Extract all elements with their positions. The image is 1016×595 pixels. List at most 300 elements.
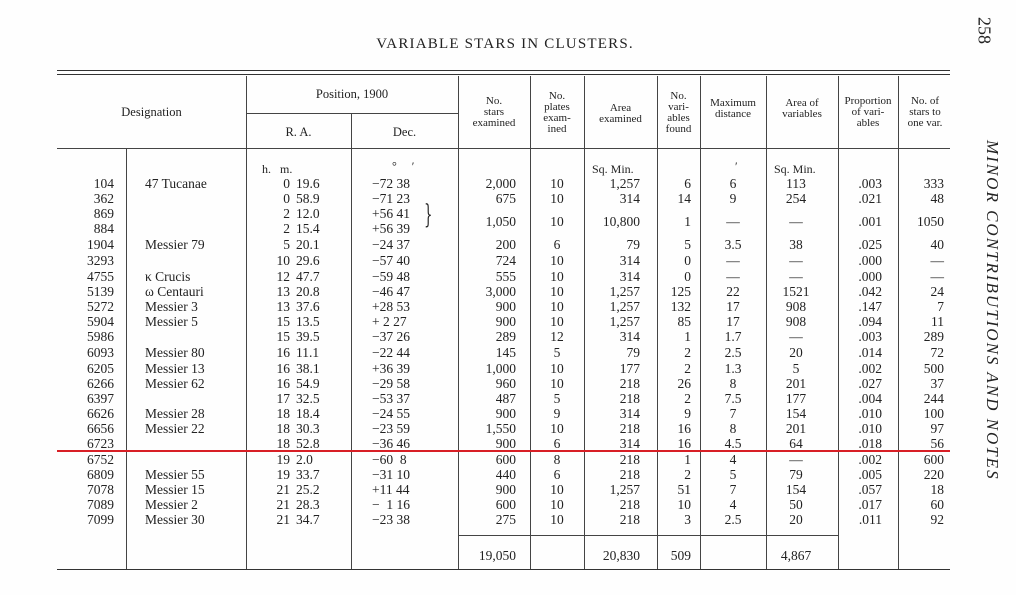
red-annotation-line [57,450,950,452]
row-ra-m: 32.5 [296,391,320,406]
row-dec: −31 10 [372,467,410,482]
row-areav: — [789,253,803,268]
row-areav: 908 [785,314,807,329]
row-vars: 1 [684,329,691,344]
row-stars: 1,000 [485,361,516,376]
row-plates: 6 [553,237,561,252]
row-areav: 50 [789,497,803,512]
top-rule-2 [57,74,950,75]
header-bottom-rule [57,148,950,149]
unit-ra: h. m. [262,162,293,176]
row-one: 40 [930,237,944,252]
row-stars: 275 [495,512,516,527]
row-dec: −37 26 [372,329,410,344]
header-area: Area examined [599,102,642,125]
row-areav: 20 [789,345,803,360]
row-plates: 9 [553,406,561,421]
row-ra-h: 19 [276,467,290,482]
row-num: 362 [93,191,114,206]
row-num: 884 [93,221,114,236]
row-prop: .025 [858,237,882,252]
row-maxd: 2.5 [724,512,742,527]
row-one: 7 [937,299,944,314]
row-area: 218 [619,512,640,527]
row-plates: 10 [550,284,564,299]
row-prop: .017 [858,497,882,512]
unit-area: Sq. Min. [592,162,634,176]
row-one: 500 [923,361,944,376]
row-num: 6723 [87,436,114,451]
row-ra-h: 17 [276,391,290,406]
brace-symbol: } [424,200,433,230]
total-vars: 509 [670,548,691,563]
row-maxd: — [726,253,740,268]
header-stars: No. stars examined [472,95,516,129]
row-vars: 6 [684,176,691,191]
row-num: 7099 [87,512,114,527]
table-row [0,299,1000,315]
row-dec: −23 38 [372,512,410,527]
row-areav: 79 [789,467,803,482]
merged-maxd: — [726,214,740,229]
unit-dec: ° ′ [392,159,415,173]
table-row [0,406,1000,422]
row-ra-m: 29.6 [296,253,320,268]
row-maxd: 7 [729,482,737,497]
row-vars: 132 [670,299,691,314]
table-row [0,497,1000,513]
row-area: 314 [619,406,640,421]
row-plates: 10 [550,497,564,512]
row-one: 92 [930,512,944,527]
table-row [0,284,1000,300]
row-area: 1,257 [609,482,640,497]
row-maxd: 6 [729,176,737,191]
row-num: 5904 [87,314,114,329]
row-stars: 600 [495,452,516,467]
row-dec: −57 40 [372,253,410,268]
row-dec: − 1 16 [372,497,410,512]
row-plates: 6 [553,467,561,482]
header-maxdist: Maximum distance [710,97,756,120]
row-vars: 26 [677,376,691,391]
header-vars: No. vari- ables found [665,90,692,135]
row-prop: .003 [858,176,882,191]
row-ra-h: 15 [276,329,290,344]
row-stars: 900 [495,406,516,421]
row-one: 56 [930,436,944,451]
row-areav: 201 [785,421,807,436]
row-prop: .014 [858,345,882,360]
row-maxd: 2.5 [724,345,742,360]
row-one: 37 [930,376,944,391]
row-area: 1,257 [609,299,640,314]
row-stars: 145 [495,345,516,360]
row-stars: 1,550 [485,421,516,436]
row-vars: 2 [684,361,691,376]
row-one: 18 [930,482,944,497]
row-prop: .005 [858,467,882,482]
row-dec: −46 47 [372,284,410,299]
row-maxd: 9 [729,191,737,206]
row-area: 1,257 [609,284,640,299]
row-name: κ Crucis [145,269,191,284]
table-row [0,176,1000,192]
row-areav: 908 [785,299,807,314]
row-vars: 3 [684,512,691,527]
row-ra-m: 52.8 [296,436,320,451]
row-areav: 154 [785,406,807,421]
row-ra-h: 16 [276,345,290,360]
merged-prop: .001 [858,214,882,229]
table-row [0,329,1000,345]
header-position: Position, 1900 [315,87,389,101]
totals-rule [458,535,838,536]
row-plates: 8 [553,452,561,467]
row-vars: 125 [670,284,691,299]
row-area: 218 [619,467,640,482]
row-num: 6809 [87,467,114,482]
page-number: 258 [974,17,995,44]
row-stars: 3,000 [485,284,516,299]
total-areav: 4,867 [780,548,812,563]
row-ra-h: 2 [283,221,290,236]
row-area: 177 [619,361,640,376]
bottom-rule [57,569,950,570]
unit-maxdist: ′ [735,159,738,173]
row-vars: 51 [677,482,691,497]
row-name: 47 Tucanae [145,176,207,191]
row-ra-m: 13.5 [296,314,320,329]
page-title: VARIABLE STARS IN CLUSTERS. [376,36,634,52]
row-stars: 724 [495,253,516,268]
row-areav: 64 [789,436,803,451]
row-vars: 9 [684,406,691,421]
merged-stars: 1,050 [485,214,516,229]
row-vars: 0 [684,253,691,268]
merged-vars: 1 [684,214,691,229]
row-maxd: 7 [729,406,737,421]
row-num: 1904 [87,237,114,252]
row-stars: 600 [495,497,516,512]
row-stars: 555 [495,269,516,284]
row-prop: .057 [858,482,882,497]
row-stars: 487 [495,391,516,406]
row-areav: 154 [785,482,807,497]
row-ra-h: 0 [283,176,290,191]
row-one: 220 [923,467,944,482]
row-plates: 10 [550,376,564,391]
row-num: 869 [93,206,114,221]
row-ra-m: 37.6 [296,299,320,314]
row-plates: 10 [550,421,564,436]
row-name: Messier 2 [145,497,198,512]
row-ra-h: 12 [276,269,290,284]
table-row [0,253,1000,269]
row-area: 218 [619,391,640,406]
row-areav: 201 [785,376,807,391]
row-name: Messier 22 [145,421,205,436]
row-area: 218 [619,421,640,436]
row-num: 5139 [87,284,114,299]
row-stars: 900 [495,299,516,314]
row-ra-m: 39.5 [296,329,320,344]
row-ra-h: 18 [276,406,290,421]
row-area: 218 [619,452,640,467]
row-area: 314 [619,436,640,451]
row-name: Messier 13 [145,361,205,376]
row-maxd: 4 [729,497,737,512]
row-dec: −60 8 [372,452,407,467]
row-prop: .010 [858,421,882,436]
row-num: 6656 [87,421,114,436]
row-prop: .021 [858,191,882,206]
row-areav: — [789,329,803,344]
row-ra-h: 21 [276,512,290,527]
row-prop: .000 [858,253,882,268]
row-area: 1,257 [609,314,640,329]
table-row [0,191,1000,207]
table-row [0,467,1000,483]
row-maxd: 3.5 [724,237,742,252]
row-vars: 16 [677,436,691,451]
row-num: 3293 [87,253,114,268]
row-prop: .002 [858,452,882,467]
row-ra-m: 12.0 [296,206,320,221]
row-plates: 10 [550,176,564,191]
row-one: 100 [923,406,944,421]
header-designation: Designation [121,105,182,119]
row-areav: 5 [792,361,800,376]
row-one: — [930,269,944,284]
row-plates: 10 [550,191,564,206]
row-area: 314 [619,191,640,206]
row-one: 72 [930,345,944,360]
row-num: 6266 [87,376,114,391]
row-maxd: 4.5 [724,436,742,451]
row-prop: .010 [858,406,882,421]
total-area: 20,830 [602,548,640,563]
row-vars: 2 [684,345,691,360]
merged-plates: 10 [550,214,564,229]
row-name: Messier 80 [145,345,205,360]
row-prop: .027 [858,376,882,391]
row-dec: −71 23 [372,191,410,206]
merged-one: 1050 [917,214,944,229]
row-ra-h: 0 [283,191,290,206]
row-dec: +56 41 [372,206,410,221]
row-num: 5986 [87,329,114,344]
row-name: Messier 28 [145,406,205,421]
row-dec: −24 55 [372,406,410,421]
row-stars: 200 [495,237,516,252]
row-ra-h: 16 [276,376,290,391]
row-ra-h: 2 [283,206,290,221]
row-dec: −36 46 [372,436,410,451]
row-ra-m: 2.0 [296,452,313,467]
row-maxd: 22 [726,284,740,299]
table-row [0,421,1000,437]
table-row [0,512,1000,528]
row-plates: 10 [550,299,564,314]
row-ra-h: 16 [276,361,290,376]
row-area: 314 [619,269,640,284]
row-ra-h: 13 [276,284,290,299]
row-dec: +36 39 [372,361,410,376]
row-vars: 2 [684,391,691,406]
row-ra-m: 20.1 [296,237,320,252]
row-areav: 177 [785,391,807,406]
row-vars: 16 [677,421,691,436]
row-areav: 113 [786,176,806,191]
position-subrule [246,113,458,114]
row-name: Messier 55 [145,467,205,482]
row-vars: 14 [677,191,691,206]
row-ra-h: 21 [276,482,290,497]
row-prop: .042 [858,284,882,299]
row-dec: −23 59 [372,421,410,436]
row-areav: — [789,452,803,467]
row-name: Messier 3 [145,299,198,314]
row-dec: −59 48 [372,269,410,284]
row-ra-m: 11.1 [296,345,320,360]
row-ra-h: 15 [276,314,290,329]
row-plates: 5 [553,391,561,406]
table-row [0,452,1000,468]
row-stars: 900 [495,436,516,451]
row-num: 6205 [87,361,114,376]
row-ra-m: 38.1 [296,361,320,376]
row-areav: 1521 [782,284,810,299]
row-prop: .147 [858,299,882,314]
table-row [0,391,1000,407]
row-vars: 2 [684,467,691,482]
row-one: 244 [923,391,944,406]
row-prop: .004 [858,391,882,406]
row-one: 600 [923,452,944,467]
row-ra-h: 19 [276,452,290,467]
row-plates: 10 [550,269,564,284]
row-areav: 38 [789,237,803,252]
row-ra-m: 15.4 [296,221,320,236]
row-num: 6626 [87,406,114,421]
row-num: 4755 [87,269,114,284]
row-stars: 900 [495,482,516,497]
row-vars: 0 [684,269,691,284]
row-plates: 5 [553,345,561,360]
row-ra-m: 19.6 [296,176,320,191]
row-ra-m: 47.7 [296,269,320,284]
row-area: 314 [619,329,640,344]
row-prop: .018 [858,436,882,451]
row-plates: 6 [553,436,561,451]
row-ra-h: 18 [276,436,290,451]
row-maxd: — [726,269,740,284]
row-dec: +56 39 [372,221,410,236]
row-name: Messier 15 [145,482,205,497]
header-perone: No. of stars to one var. [907,95,943,129]
row-vars: 85 [677,314,691,329]
row-stars: 675 [495,191,516,206]
row-plates: 10 [550,314,564,329]
row-prop: .003 [858,329,882,344]
header-ra: R. A. [285,125,312,139]
header-plates: No. plates exam- ined [543,90,571,135]
row-maxd: 1.7 [724,329,742,344]
row-ra-m: 28.3 [296,497,320,512]
row-ra-h: 10 [276,253,290,268]
row-vars: 5 [684,237,691,252]
header-areavar: Area of variables [782,97,822,120]
row-one: — [930,253,944,268]
unit-areavar: Sq. Min. [774,162,816,176]
row-ra-m: 34.7 [296,512,320,527]
row-name: Messier 62 [145,376,205,391]
row-ra-h: 13 [276,299,290,314]
row-num: 6397 [87,391,114,406]
row-dec: −72 38 [372,176,410,191]
top-rule-1 [57,70,950,71]
row-one: 333 [923,176,944,191]
table-row [0,314,1000,330]
row-maxd: 17 [726,314,740,329]
row-ra-m: 18.4 [296,406,320,421]
header-dec: Dec. [392,125,417,139]
row-vars: 1 [684,452,691,467]
row-maxd: 8 [729,421,737,436]
row-maxd: 1.3 [724,361,742,376]
row-maxd: 17 [726,299,740,314]
row-one: 60 [930,497,944,512]
row-stars: 2,000 [485,176,516,191]
row-ra-m: 30.3 [296,421,320,436]
row-num: 5272 [87,299,114,314]
row-plates: 12 [550,329,564,344]
side-title: MINOR CONTRIBUTIONS AND NOTES [983,140,1002,481]
row-vars: 10 [677,497,691,512]
row-ra-m: 25.2 [296,482,320,497]
row-plates: 10 [550,253,564,268]
header-proportion: Proportion of vari- ables [844,95,892,129]
row-areav: — [789,269,803,284]
row-num: 6093 [87,345,114,360]
merged-row-869-884 [0,214,1000,230]
row-areav: 254 [785,191,807,206]
row-prop: .002 [858,361,882,376]
row-ra-m: 58.9 [296,191,320,206]
row-area: 314 [619,253,640,268]
row-area: 1,257 [609,176,640,191]
row-dec: −53 37 [372,391,410,406]
row-name: Messier 5 [145,314,198,329]
row-num: 104 [93,176,114,191]
row-stars: 440 [495,467,516,482]
row-maxd: 4 [729,452,737,467]
merged-area: 10,800 [602,214,640,229]
row-dec: −29 58 [372,376,410,391]
row-stars: 900 [495,314,516,329]
row-maxd: 8 [729,376,737,391]
table-row [0,482,1000,498]
row-area: 79 [626,345,640,360]
table-row [0,361,1000,377]
table-row [0,269,1000,285]
row-num: 7089 [87,497,114,512]
row-prop: .000 [858,269,882,284]
table-row [0,345,1000,361]
row-ra-h: 21 [276,497,290,512]
row-name: Messier 30 [145,512,205,527]
